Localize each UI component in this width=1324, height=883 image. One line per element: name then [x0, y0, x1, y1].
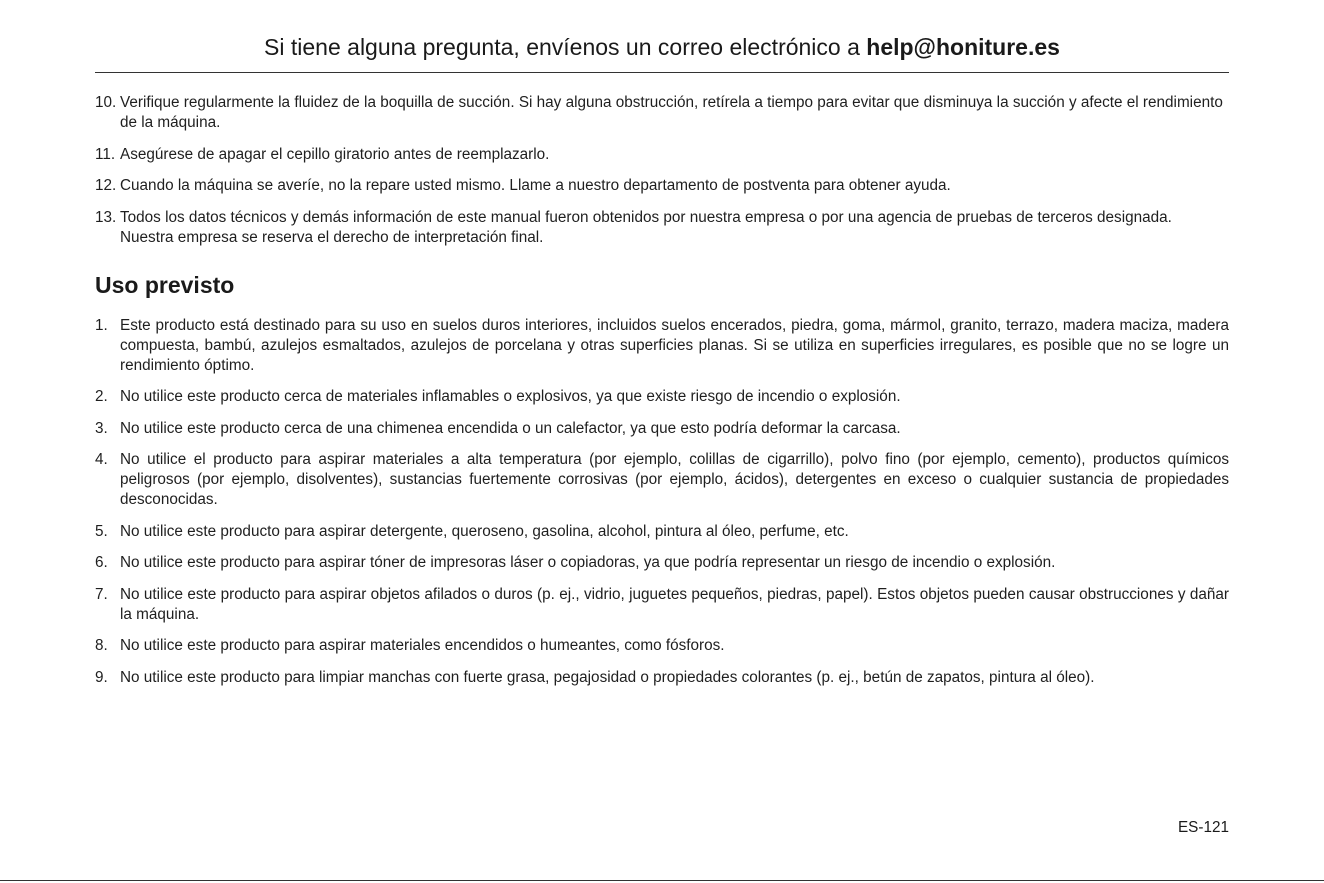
list-item [95, 93, 1229, 133]
support-email-link[interactable]: help@honiture.es [866, 34, 1060, 60]
list-item-number: 5. [95, 522, 108, 540]
list-item-text: No utilice este producto para aspirar tóner de impresoras láser o copiadoras, ya que podría representar un riesgo de incendio o explosión. [120, 554, 1056, 571]
list-item [95, 176, 1229, 196]
page-header [95, 32, 1229, 62]
page-number: ES-121 [1177, 819, 1229, 836]
header-divider [95, 72, 1229, 73]
list-item-text: No utilice este producto cerca de materiales inflamables o explosivos, ya que existe riesgo de incendio o explosión. [120, 388, 901, 405]
list-item [95, 145, 1229, 165]
list-item-number: 10. [95, 94, 117, 111]
list-item-text: Este producto está destinado para su uso en suelos duros interiores, incluidos suelos encerados, piedra, goma, mármol, granito, terrazo, madera maciza, madera compuesta, bambú, azulejos esmaltados, azulejos de porcelana y otras superficies planas. Si se utiliza en superficies irregulares, es posible que no se logre un rendimiento óptimo. [120, 316, 1229, 374]
list-item-text: Todos los datos técnicos y demás información de este manual fueron obtenidos por nuestra empresa o por una agencia de pruebas de terceros designada. Nuestra empresa se reserva el derecho de interpretación final. [120, 208, 1172, 246]
list-item-number: 6. [95, 554, 108, 571]
list-item [95, 419, 1229, 439]
list-item [95, 316, 1229, 376]
list-item-text: No utilice este producto para aspirar detergente, queroseno, gasolina, alcohol, pintura al óleo, perfume, etc. [120, 522, 849, 540]
list-item-text: No utilice este producto para aspirar materiales encendidos o humeantes, como fósforos. [120, 637, 725, 654]
page-bottom-border [0, 880, 1324, 881]
list-item-number: 3. [95, 419, 108, 437]
list-item-number: 9. [95, 668, 108, 686]
list-item-number: 4. [95, 451, 108, 468]
list-item-number: 7. [95, 585, 108, 603]
list-item-number: 1. [95, 316, 108, 334]
intended-use-list [95, 316, 1229, 688]
list-item-text: No utilice este producto para aspirar objetos afilados o duros (p. ej., vidrio, juguetes pequeños, piedras, papel). Estos objetos pueden causar obstrucciones y dañar la máquina. [120, 585, 1229, 623]
list-item-text: Verifique regularmente la fluidez de la boquilla de succión. Si hay alguna obstrucción, retírela a tiempo para evitar que disminuya la succión y afecte el rendimiento de la máquina. [120, 94, 1223, 131]
list-item [95, 387, 1229, 407]
list-item-number: 13. [95, 208, 117, 226]
list-item [95, 668, 1229, 688]
list-item-text: No utilice este producto cerca de una chimenea encendida o un calefactor, ya que esto podría deformar la carcasa. [120, 419, 901, 437]
list-item-number: 2. [95, 388, 108, 405]
list-item [95, 636, 1229, 656]
header-text: Si tiene alguna pregunta, envíenos un correo electrónico a [264, 34, 867, 60]
list-item-text: No utilice este producto para limpiar manchas con fuerte grasa, pegajosidad o propiedades colorantes (p. ej., betún de zapatos, pintura al óleo). [120, 668, 1095, 686]
list-item-number: 12. [95, 177, 117, 194]
list-item [95, 522, 1229, 542]
list-item [95, 585, 1229, 625]
list-item-number: 11. [95, 145, 116, 163]
list-item [95, 208, 1229, 248]
list-item-text: Cuando la máquina se averíe, no la repare usted mismo. Llame a nuestro departamento de postventa para obtener ayuda. [120, 177, 951, 194]
precautions-list-continued [95, 93, 1229, 248]
list-item [95, 450, 1229, 510]
list-item-text: No utilice el producto para aspirar materiales a alta temperatura (por ejemplo, colillas de cigarrillo), polvo fino (por ejemplo, cemento), productos químicos peligrosos (por ejemplo, disolventes), sustancias fuertemente corrosivas (por ejemplo, ácidos), detergentes en exceso o cualquier sustancia de propiedades desconocidas. [120, 451, 1229, 508]
list-item-number: 8. [95, 637, 108, 654]
section-title: Uso previsto [95, 271, 235, 298]
list-item [95, 553, 1229, 573]
page-content [95, 93, 1229, 699]
list-item-text: Asegúrese de apagar el cepillo giratorio antes de reemplazarlo. [120, 145, 550, 163]
